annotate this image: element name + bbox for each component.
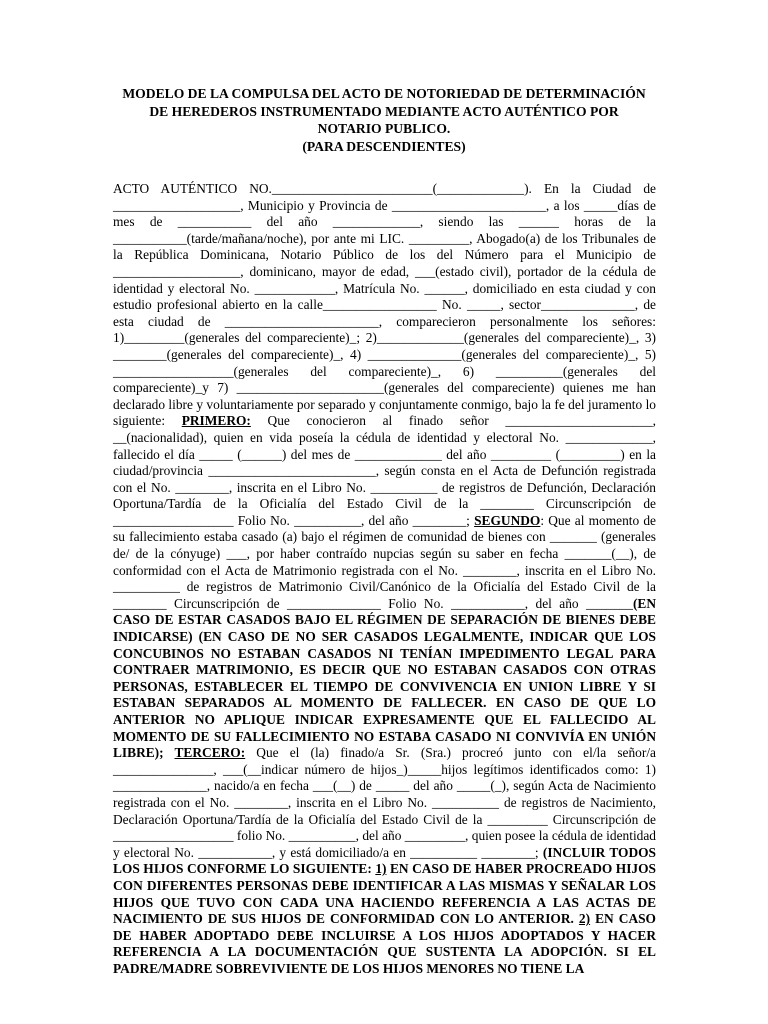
paragraph-tercero: Que el (la) finado/a Sr. (Sra.) procreó junto con el/la señor/a _______________, ___(__indicar número de hijos_)_____hijos legítimos identificados como: 1) ______________, nacido/a en fecha ___(__) de _____ del año _____(_), según Acta de Nacimiento registrada con el No. ________, inscrita en el Libro No. __________ de registros de Nacimiento, Declaración Oportuna/Tardía de la Oficialía del Estado Civil de la _________ Circunscripción de __________________ folio No. __________, del año _________, quien posee la cédula de identidad y electoral No. ___________, y está domiciliado/a en __________ ________;: [113, 745, 657, 860]
title-line-2: DE HEREDEROS INSTRUMENTADO MEDIANTE ACTO AUTÉNTICO POR: [149, 103, 619, 119]
tercero-label: TERCERO:: [174, 745, 246, 761]
paragraph-acto: ACTO AUTÉNTICO NO.________________________(_____________). En la Ciudad de ___________________, Municipio y Provincia de _______________________, a los _____días de mes de ___________ del año _____________, siendo las ______ horas de la ___________(tarde/mañana/noche), por ante mi LIC. _________, Abogado(a) de los Tribunales de la República Dominicana, Notario Público de los del Número para el Municipio de ___________________, dominicano, mayor de edad, ___(estado civil), portador de la cédula de identidad y electoral No. ____________, Matrícula No. ______, domiciliado en esta ciudad y con estudio profesional abierto en la calle_________________ No. _____, sector______________, de esta ciudad de _______________________, comparecieron personalmente los señores: 1)_________(generales del compareciente)_; 2)_____________(generales del compareciente)_, 3) ________(generales del compareciente)_, 4) ______________(generales del compareciente)_, 5) __________________(generales del compareciente)_, 6) __________(generales del compareciente)_y 7) ______________________(generales del compareciente) quienes me han declarado libre y voluntariamente por separado y conjuntamente conmigo, bajo la fe del juramento lo siguiente:: [113, 181, 656, 429]
note-regimen: (EN CASO DE ESTAR CASADOS BAJO EL RÉGIMEN DE SEPARACIÓN DE BIENES DEBE INDICARSE) (EN CASO DE NO SER CASADOS LEGALMENTE, INDICAR QUE LOS CONCUBINOS NO ESTABAN CASADOS NI TENÍAN IMPEDIMENTO LEGAL PARA CONTRAER MATRIMONIO, ES DECIR QUE NO ESTABAN CASADOS CON OTRAS PERSONAS, ESTABLECER EL TIEMPO DE CONVIVENCIA EN UNION LIBRE Y SI ESTABAN SEPARADOS AL MOMENTO DE FALLECER. EN CASO DE QUE LO ANTERIOR NO APLIQUE INDICAR EXPRESAMENTE QUE EL FALLECIDO AL MOMENTO DE SU FALLECIMIENTO NO ESTABA CASADO NI CONVIVÍA EN UNIÓN LIBRE);: [113, 595, 656, 761]
primero-label: PRIMERO:: [181, 413, 251, 429]
paragraph-primero: Que conocieron al finado señor ______________________, __(nacionalidad), quien en vida poseía la cédula de identidad y electoral No. _____________, fallecido el día _____ (______) del mes de _____________ del año _________ (_________) en la ciudad/provincia _________________________, según consta en el Acta de Defunción registrada con el No. ________, inscrita en el Libro No. __________ de registros de Defunción, Declaración Oportuna/Tardía de la Oficialía del Estado Civil de la ________ Circunscripción de __________________ Folio No. __________, del año ________;: [113, 413, 656, 528]
document-body: [113, 181, 656, 978]
paragraph-segundo: : Que al momento de su fallecimiento estaba casado (a) bajo el régimen de comunidad de bienes con _______ (generales de/ de la cónyuge) ___, por haber contraído nupcias según su saber en fecha _______(__), de conformidad con el Acta de Matrimonio registrada con el No. ________, inscrita en el Libro No. __________ de registros de Matrimonio Civil/Canónico de la Oficialía del Estado Civil de la ________ Circunscripción de ______________ Folio No. ___________, del año _______: [113, 512, 657, 611]
note-hijos-1: EN CASO DE HABER PROCREADO HIJOS CON DIFERENTES PERSONAS DEBE IDENTIFICAR A LAS MISMAS Y SEÑALAR LOS HIJOS QUE TUVO CON CADA UNA HACIENDO REFERENCIA A LAS ACTAS DE NACIMIENTO DE SUS HIJOS DE CONFORMIDAD CON LO ANTERIOR.: [113, 861, 656, 927]
title-line-1: MODELO DE LA COMPULSA DEL ACTO DE NOTORIEDAD DE DETERMINACIÓN: [122, 86, 646, 101]
note-hijos-2: EN CASO DE HABER ADOPTADO DEBE INCLUIRSE A LOS HIJOS ADOPTADOS Y HACER REFERENCIA A LA DOCUMENTACIÓN QUE SUSTENTA LA ADOPCIÓN. SI EL PADRE/MADRE SOBREVIVIENTE DE LOS HIJOS MENORES NO TIENE LA: [113, 911, 656, 976]
segundo-label: SEGUNDO: [474, 512, 541, 528]
note-hijos-intro: (INCLUIR TODOS LOS HIJOS CONFORME LO SIGUIENTE:: [113, 844, 656, 877]
document-title: [100, 85, 668, 155]
title-line-3: NOTARIO PUBLICO.: [317, 121, 451, 136]
title-line-4: (PARA DESCENDIENTES): [302, 138, 466, 154]
note-number-2: 2): [578, 911, 591, 927]
note-number-1: 1): [375, 861, 387, 877]
